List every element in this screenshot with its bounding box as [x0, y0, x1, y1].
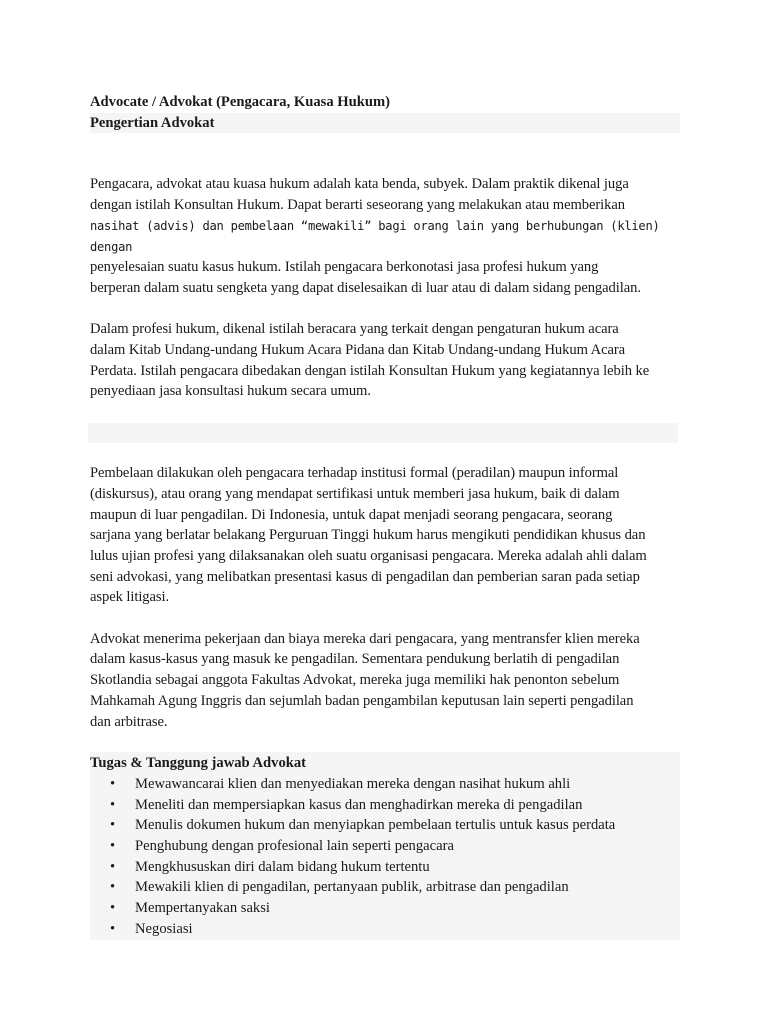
- list-item-text: Meneliti dan mempersiapkan kasus dan menghadirkan mereka di pengadilan: [135, 796, 583, 813]
- duties-list: [90, 774, 680, 940]
- paragraph-line: Pembelaan dilakukan oleh pengacara terhadap institusi formal (peradilan) maupun informal: [90, 465, 619, 482]
- paragraph-line: aspek litigasi.: [90, 589, 170, 606]
- paragraph-line: (diskursus), atau orang yang mendapat sertifikasi untuk memberi jasa hukum, baik di dalam: [90, 485, 620, 502]
- paragraph-line: dan arbitrase.: [90, 713, 168, 730]
- paragraph-line: Perdata. Istilah pengacara dibedakan dengan istilah Konsultan Hukum yang kegiatannya lebih ke: [90, 362, 650, 379]
- paragraph-line: dengan istilah Konsultan Hukum. Dapat berarti seseorang yang melakukan atau memberikan: [90, 197, 625, 214]
- bullet-icon: •: [110, 879, 116, 896]
- list-item-text: Mewawancarai klien dan menyediakan mereka dengan nasihat hukum ahli: [135, 775, 571, 792]
- blank-shaded-line: [88, 423, 678, 443]
- list-item-text: Mengkhususkan diri dalam bidang hukum tertentu: [135, 858, 430, 875]
- list-item-text: Mempertanyakan saksi: [135, 900, 270, 917]
- spacer: [90, 299, 682, 320]
- list-item: [90, 836, 680, 857]
- bullet-icon: •: [110, 858, 116, 875]
- list-item: [90, 919, 680, 940]
- paragraph-line: Advokat menerima pekerjaan dan biaya mereka dari pengacara, yang mentransfer klien mereka: [90, 630, 640, 647]
- document-title: Advocate / Advokat (Pengacara, Kuasa Hukum): [90, 94, 390, 110]
- bullet-icon: •: [110, 838, 116, 855]
- document-page: [90, 92, 682, 940]
- list-item: [90, 898, 680, 919]
- bullet-icon: •: [110, 817, 116, 834]
- paragraph-line: penyediaan jasa konsultasi hukum secara umum.: [90, 383, 371, 400]
- spacer: [90, 608, 682, 629]
- paragraph-line: nasihat (advis) dan pembelaan “mewakili” bagi orang lain yang berhubungan (klien) dengan: [90, 218, 660, 254]
- paragraph-line: Skotlandia sebagai anggota Fakultas Advokat, mereka juga memiliki hak penonton sebelum: [90, 672, 620, 689]
- bullet-icon: •: [110, 796, 116, 813]
- list-item-text: Menulis dokumen hukum dan menyiapkan pembelaan tertulis untuk kasus perdata: [135, 817, 616, 834]
- paragraph-line: maupun di luar pengadilan. Di Indonesia, untuk dapat menjadi seorang pengacara, seorang: [90, 506, 613, 523]
- list-item-text: Mewakili klien di pengadilan, pertanyaan publik, arbitrase dan pengadilan: [135, 879, 569, 896]
- list-item: [90, 877, 680, 898]
- paragraph-line: dalam kasus-kasus yang masuk ke pengadilan. Sementara pendukung berlatih di pengadilan: [90, 651, 620, 668]
- paragraph-2: [90, 319, 682, 402]
- list-item: [90, 774, 680, 795]
- paragraph-line: Pengacara, advokat atau kuasa hukum adalah kata benda, subyek. Dalam praktik dikenal juga: [90, 176, 629, 193]
- paragraph-3: [90, 463, 682, 608]
- bullet-icon: •: [110, 775, 116, 792]
- spacer: [90, 133, 682, 174]
- spacer: [90, 402, 682, 423]
- list-item: [90, 795, 680, 816]
- paragraph-4: [90, 629, 682, 733]
- paragraph-line: seni advokasi, yang melibatkan presentasi kasus di pengadilan dan pemberian saran pada setiap: [90, 568, 640, 585]
- bullet-icon: •: [110, 920, 116, 937]
- duties-heading: Tugas & Tanggung jawab Advokat: [90, 752, 680, 774]
- paragraph-line: penyelesaian suatu kasus hukum. Istilah pengacara berkonotasi jasa profesi hukum yang: [90, 259, 599, 276]
- paragraph-1: [90, 174, 682, 298]
- paragraph-line: sarjana yang berlatar belakang Perguruan Tinggi hukum harus mengikuti pendidikan khusus dan: [90, 527, 646, 544]
- list-item-text: Negosiasi: [135, 920, 193, 937]
- document-subtitle: Pengertian Advokat: [90, 113, 680, 134]
- paragraph-line: Dalam profesi hukum, dikenal istilah beracara yang terkait dengan pengaturan hukum acara: [90, 321, 619, 338]
- spacer: [90, 443, 682, 463]
- list-item-text: Penghubung dengan profesional lain seperti pengacara: [135, 838, 454, 855]
- list-item: [90, 857, 680, 878]
- paragraph-line: Mahkamah Agung Inggris dan sejumlah badan pengambilan keputusan lain seperti pengadilan: [90, 692, 634, 709]
- spacer: [90, 732, 682, 752]
- paragraph-line: dalam Kitab Undang-undang Hukum Acara Pidana dan Kitab Undang-undang Hukum Acara: [90, 342, 626, 359]
- paragraph-line: lulus ujian profesi yang dilaksanakan oleh suatu organisasi pengacara. Mereka adalah ahli dalam: [90, 547, 647, 564]
- bullet-icon: •: [110, 900, 116, 917]
- paragraph-line: berperan dalam suatu sengketa yang dapat diselesaikan di luar atau di dalam sidang pengadilan.: [90, 279, 641, 296]
- list-item: [90, 815, 680, 836]
